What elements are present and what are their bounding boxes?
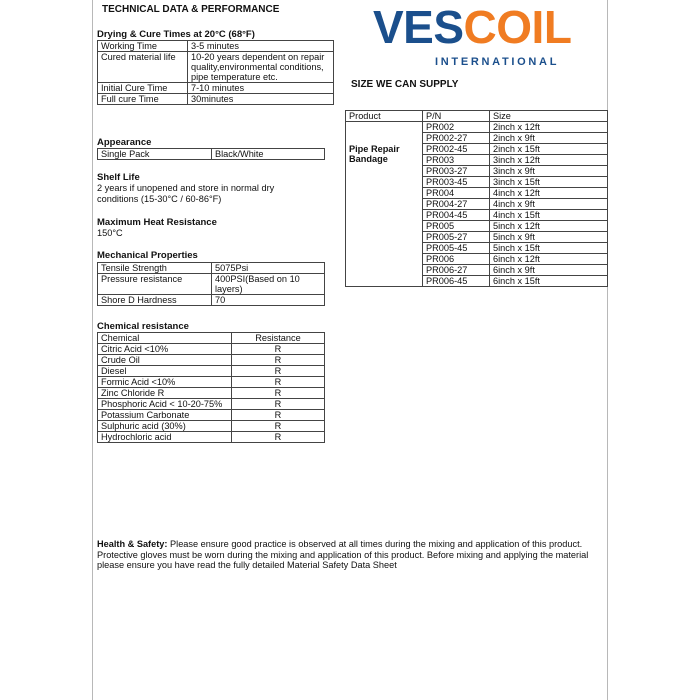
table-row bbox=[98, 83, 334, 94]
bandage-size: 3inch x 15ft bbox=[490, 177, 608, 188]
chemical-heading: Chemical resistance bbox=[97, 321, 189, 332]
drying-value: 10-20 years dependent on repair quality,environmental conditions, pipe temperature etc. bbox=[188, 52, 334, 83]
bandage-size: 4inch x 12ft bbox=[490, 188, 608, 199]
mechanical-value: 5075Psi bbox=[212, 263, 325, 274]
chemical-name: Potassium Carbonate bbox=[98, 410, 232, 421]
part-number: PR002 bbox=[423, 122, 490, 133]
table-row bbox=[98, 421, 325, 432]
part-number: PR003-45 bbox=[423, 177, 490, 188]
part-number: PR005 bbox=[423, 221, 490, 232]
drying-value: 3-5 minutes bbox=[188, 41, 334, 52]
supply-heading: SIZE WE CAN SUPPLY bbox=[351, 79, 459, 90]
table-row bbox=[98, 388, 325, 399]
appearance-table bbox=[97, 148, 325, 160]
part-number: PR004-45 bbox=[423, 210, 490, 221]
heat-text: 150°C bbox=[97, 228, 123, 238]
part-number: PR005-45 bbox=[423, 243, 490, 254]
drying-table bbox=[97, 40, 334, 105]
chemical-table bbox=[97, 332, 325, 443]
table-row bbox=[98, 94, 334, 105]
part-number: PR005-27 bbox=[423, 232, 490, 243]
chemical-resistance: R bbox=[232, 399, 325, 410]
vescoil-logo bbox=[373, 1, 583, 70]
table-row bbox=[98, 149, 325, 160]
mechanical-label: Tensile Strength bbox=[98, 263, 212, 274]
chemical-resistance: R bbox=[232, 355, 325, 366]
table-header-row bbox=[346, 111, 608, 122]
bandage-size: 2inch x 12ft bbox=[490, 122, 608, 133]
part-number: PR003-27 bbox=[423, 166, 490, 177]
bandage-size: 5inch x 15ft bbox=[490, 243, 608, 254]
product-col-header: Product bbox=[346, 111, 423, 122]
chemical-resistance: R bbox=[232, 410, 325, 421]
drying-value: 7-10 minutes bbox=[188, 83, 334, 94]
resistance-col-header: Resistance bbox=[232, 333, 325, 344]
mechanical-value: 70 bbox=[212, 295, 325, 306]
chemical-name: Formic Acid <10% bbox=[98, 377, 232, 388]
table-row bbox=[98, 52, 334, 83]
part-number: PR006-45 bbox=[423, 276, 490, 287]
bandage-size: 3inch x 9ft bbox=[490, 166, 608, 177]
chemical-resistance: R bbox=[232, 432, 325, 443]
bandage-size: 5inch x 9ft bbox=[490, 232, 608, 243]
table-row bbox=[98, 41, 334, 52]
chemical-name: Zinc Chloride R bbox=[98, 388, 232, 399]
shelf-text: 2 years if unopened and store in normal dry conditions (15-30°C / 60-86°F) bbox=[97, 183, 275, 204]
table-row bbox=[98, 432, 325, 443]
bandage-size: 2inch x 15ft bbox=[490, 144, 608, 155]
table-row bbox=[346, 122, 608, 133]
product-name: Pipe Repair Bandage bbox=[346, 122, 423, 287]
chemical-name: Hydrochloric acid bbox=[98, 432, 232, 443]
health-safety-text: Please ensure good practice is observed at all times during the mixing and application of this product. Protective gloves must be worn during the mixing and application of this product. Before mixing and applying the material please ensure you have read the fully detailed Material Safety Data Sheet bbox=[97, 539, 589, 571]
part-number: PR002-27 bbox=[423, 133, 490, 144]
table-header-row bbox=[98, 333, 325, 344]
heat-heading: Maximum Heat Resistance bbox=[97, 217, 217, 228]
chemical-resistance: R bbox=[232, 421, 325, 432]
chemical-name: Crude Oil bbox=[98, 355, 232, 366]
supply-table bbox=[345, 110, 608, 287]
chemical-name: Phosphoric Acid < 10-20-75% bbox=[98, 399, 232, 410]
mechanical-value: 400PSI(Based on 10 layers) bbox=[212, 274, 325, 295]
bandage-size: 4inch x 9ft bbox=[490, 199, 608, 210]
table-row bbox=[98, 274, 325, 295]
logo-subtitle: INTERNATIONAL bbox=[435, 56, 560, 68]
size-col-header: Size bbox=[490, 111, 608, 122]
part-number: PR006 bbox=[423, 254, 490, 265]
logo-text-coil: COIL bbox=[463, 1, 572, 53]
table-row bbox=[98, 344, 325, 355]
appearance-pack: Single Pack bbox=[98, 149, 212, 160]
chemical-resistance: R bbox=[232, 377, 325, 388]
appearance-heading: Appearance bbox=[97, 137, 152, 148]
chemical-col-header: Chemical bbox=[98, 333, 232, 344]
page-title: TECHNICAL DATA & PERFORMANCE bbox=[102, 4, 280, 15]
drying-label: Cured material life bbox=[98, 52, 188, 83]
bandage-size: 5inch x 12ft bbox=[490, 221, 608, 232]
appearance-color: Black/White bbox=[212, 149, 325, 160]
part-number: PR002-45 bbox=[423, 144, 490, 155]
health-safety-label: Health & Safety: bbox=[97, 539, 168, 549]
part-number: PR003 bbox=[423, 155, 490, 166]
table-row bbox=[98, 399, 325, 410]
health-safety-note bbox=[97, 539, 597, 571]
part-number: PR006-27 bbox=[423, 265, 490, 276]
bandage-size: 6inch x 12ft bbox=[490, 254, 608, 265]
table-row bbox=[98, 377, 325, 388]
logo-text-ves: VES bbox=[373, 1, 464, 53]
bandage-size: 6inch x 9ft bbox=[490, 265, 608, 276]
table-row bbox=[98, 263, 325, 274]
chemical-resistance: R bbox=[232, 388, 325, 399]
chemical-name: Citric Acid <10% bbox=[98, 344, 232, 355]
drying-value: 30minutes bbox=[188, 94, 334, 105]
mechanical-table bbox=[97, 262, 325, 306]
bandage-size: 3inch x 12ft bbox=[490, 155, 608, 166]
bandage-size: 6inch x 15ft bbox=[490, 276, 608, 287]
drying-label: Full cure Time bbox=[98, 94, 188, 105]
chemical-resistance: R bbox=[232, 366, 325, 377]
mechanical-heading: Mechanical Properties bbox=[97, 250, 198, 261]
mechanical-label: Shore D Hardness bbox=[98, 295, 212, 306]
mechanical-label: Pressure resistance bbox=[98, 274, 212, 295]
table-row bbox=[98, 355, 325, 366]
chemical-name: Diesel bbox=[98, 366, 232, 377]
table-row bbox=[98, 366, 325, 377]
pn-col-header: P/N bbox=[423, 111, 490, 122]
part-number: PR004 bbox=[423, 188, 490, 199]
shelf-heading: Shelf Life bbox=[97, 172, 140, 183]
table-row bbox=[98, 295, 325, 306]
bandage-size: 4inch x 15ft bbox=[490, 210, 608, 221]
part-number: PR004-27 bbox=[423, 199, 490, 210]
bandage-size: 2inch x 9ft bbox=[490, 133, 608, 144]
drying-label: Working Time bbox=[98, 41, 188, 52]
drying-label: Initial Cure Time bbox=[98, 83, 188, 94]
table-row bbox=[98, 410, 325, 421]
drying-heading: Drying & Cure Times at 20°C (68°F) bbox=[97, 29, 255, 40]
chemical-name: Sulphuric acid (30%) bbox=[98, 421, 232, 432]
chemical-resistance: R bbox=[232, 344, 325, 355]
